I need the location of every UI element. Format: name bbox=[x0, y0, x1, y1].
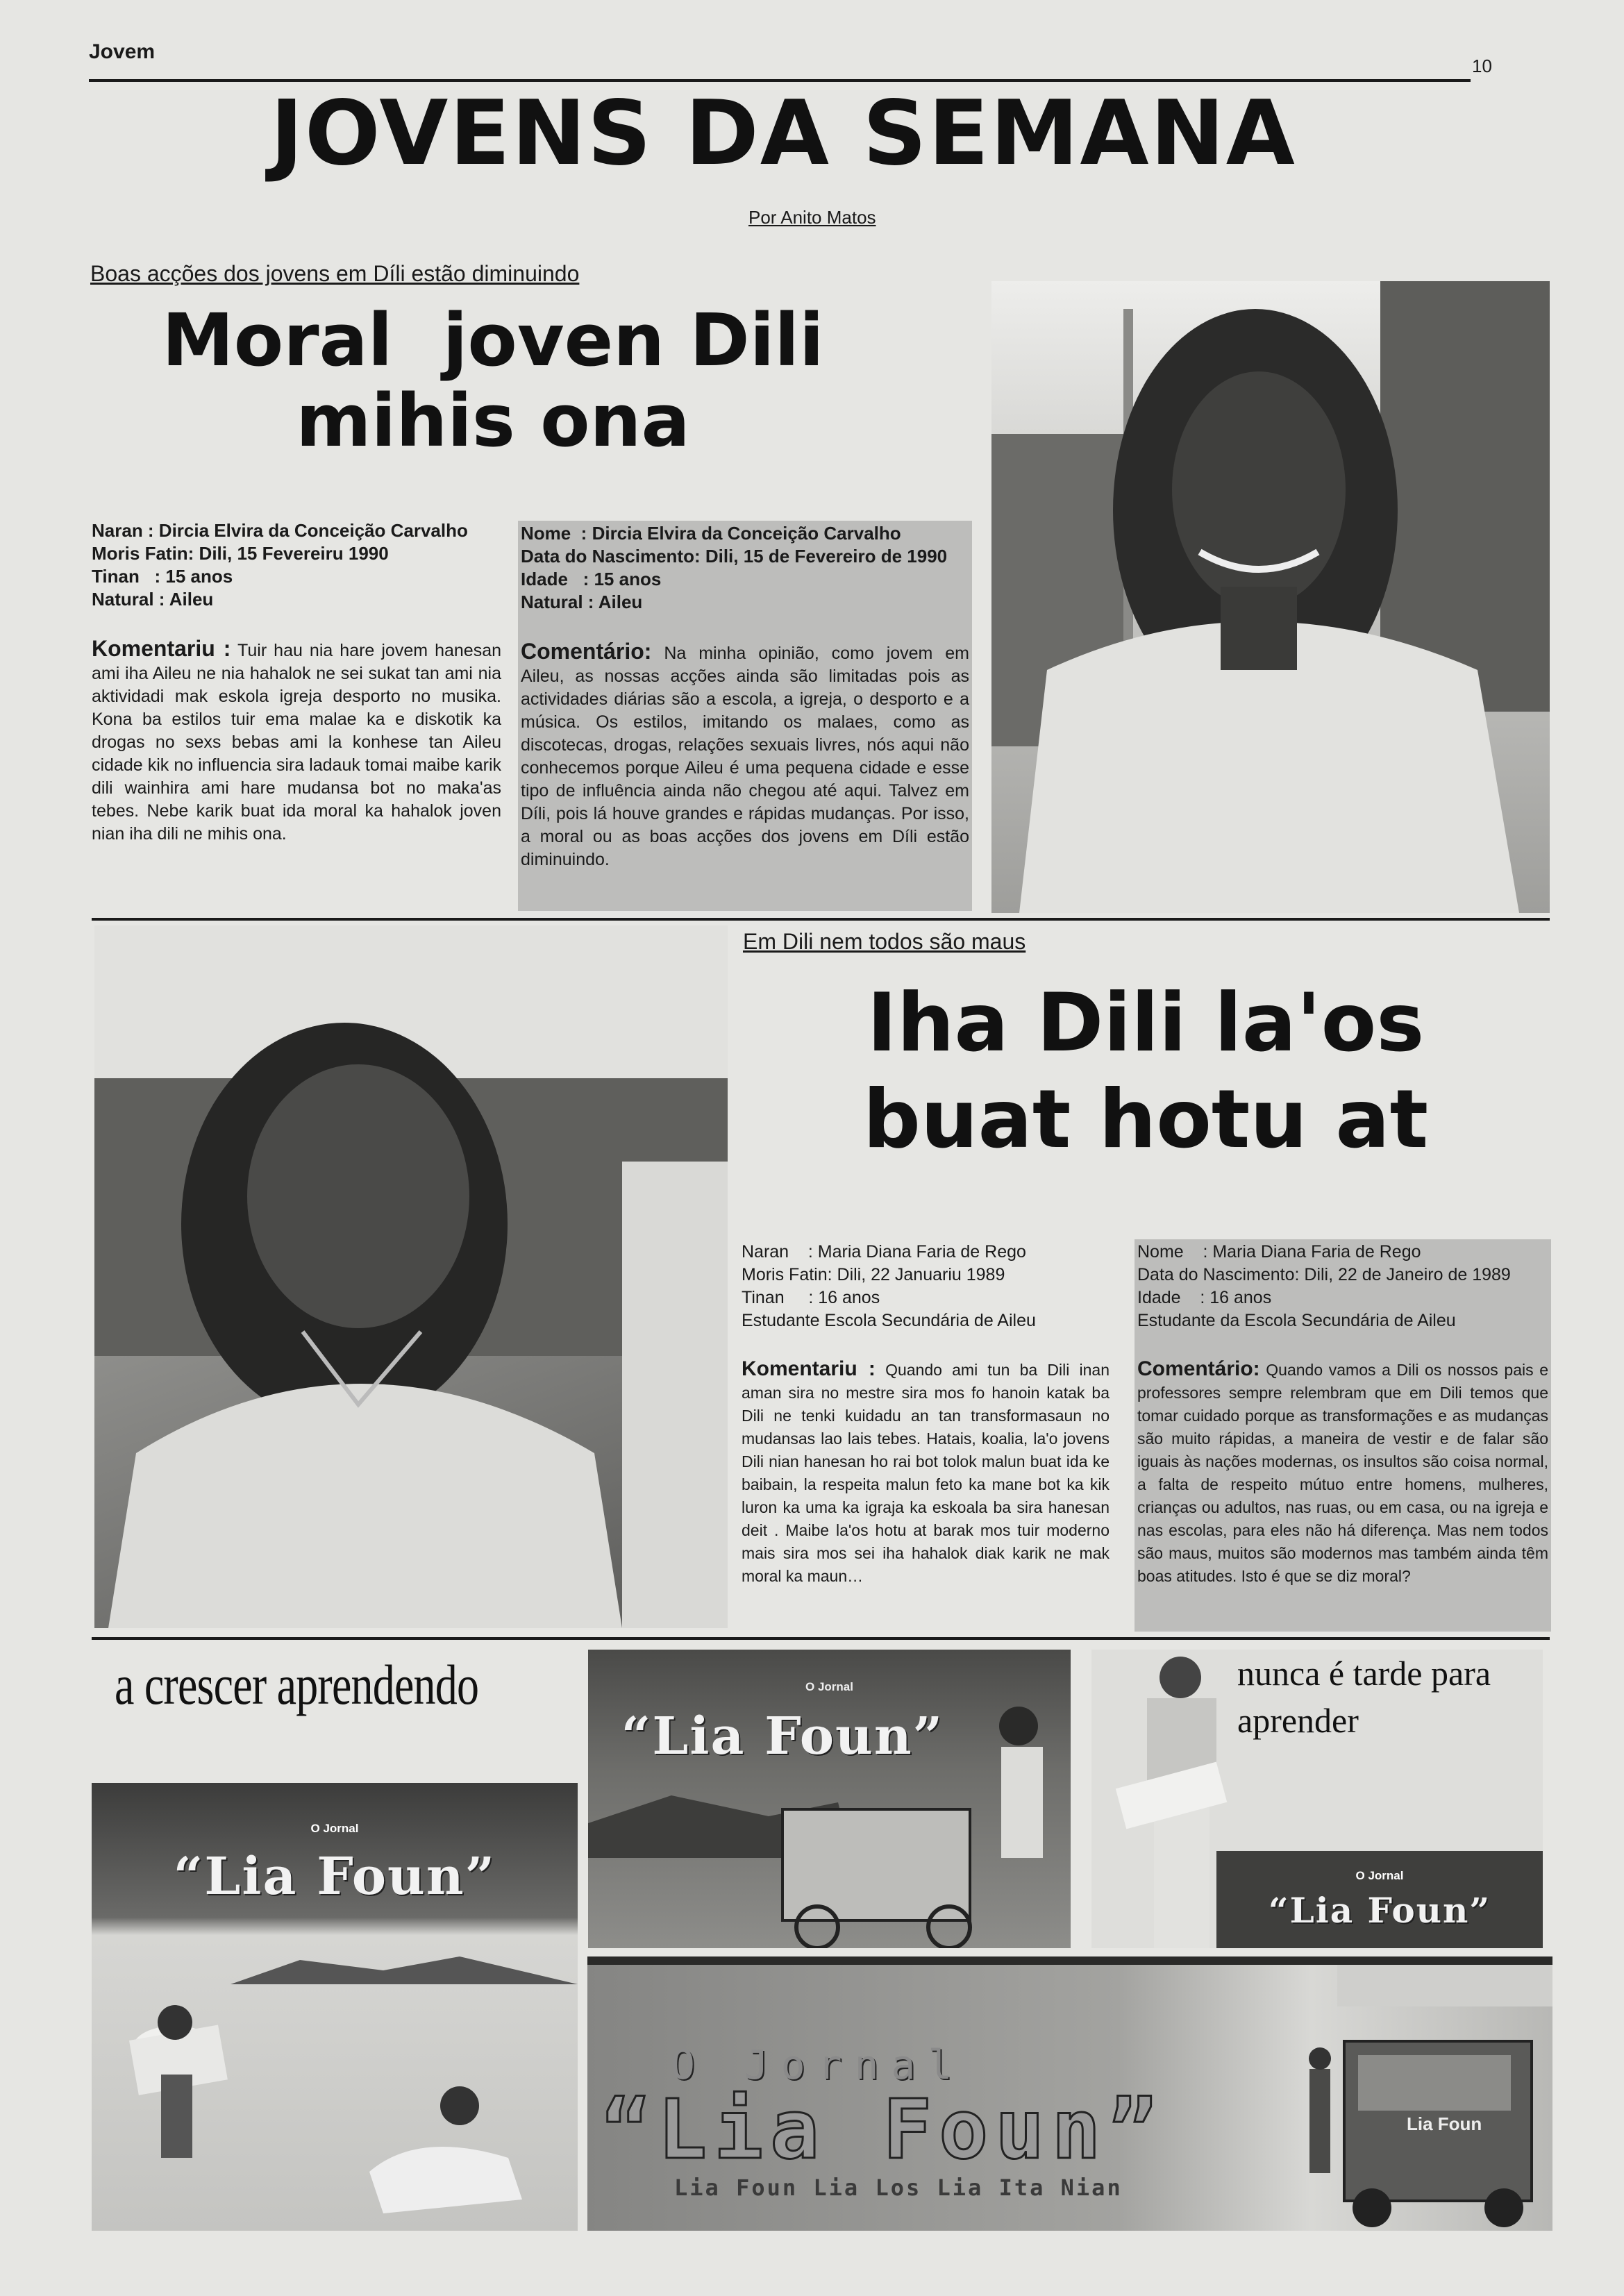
banner-tagline: Lia Foun Lia Los Lia Ita Nian bbox=[674, 2175, 1123, 2201]
article1-headline-line2: mihis ona bbox=[296, 378, 690, 464]
ad-lia-foun-reader bbox=[92, 1783, 578, 2231]
portrait-photo-maria bbox=[94, 925, 728, 1628]
article2-moris: Moris Fatin: Dili, 22 Januariu 1989 bbox=[742, 1265, 1005, 1284]
article1-kicker: Boas acções dos jovens em Díli estão diminuindo bbox=[90, 261, 580, 286]
article1-portuguese-comment-text: Na minha opinião, como jovem em Aileu, as nossas acções ainda são limitadas pois as actividades diárias são a escola, a igreja, o desporto e a música. Os estilos, imitando os malaes, como as discotecas, drogas, relações sexuais livres, nós aqui não conhecemos porque Aileu é uma pequena cidade e esse tipo de influência ainda não chegou até aqui. Talvez em Díli, pois lá houve grandes e rápidas mudanças. Por isso, a moral ou as boas acções dos jovens em Díli estão diminuindo. bbox=[521, 644, 969, 869]
section-label: Jovem bbox=[89, 40, 156, 63]
article2-portuguese-comment bbox=[1137, 1357, 1548, 1588]
article1-headline bbox=[97, 300, 889, 462]
article1-natural: Natural : Aileu bbox=[92, 589, 214, 610]
article1-portuguese-comment bbox=[521, 640, 969, 871]
article2-portuguese-box bbox=[1135, 1239, 1551, 1632]
article1-tetum-comment bbox=[92, 637, 501, 846]
article1-nascimento: Data do Nascimento: Dili, 15 de Fevereiro de 1990 bbox=[521, 546, 948, 567]
slogan-crescer bbox=[115, 1652, 573, 1757]
article2-tetum-column bbox=[742, 1241, 1110, 1588]
ad2-jornal-label: O Jornal bbox=[805, 1680, 853, 1693]
article2-tetum-info bbox=[742, 1241, 1110, 1332]
van-sign: Lia Foun bbox=[1407, 2113, 1482, 2134]
article1-portuguese-box bbox=[518, 521, 972, 911]
article2-tetum-comment-label: Komentariu : bbox=[742, 1357, 876, 1380]
article2-nascimento: Data do Nascimento: Dili, 22 de Janeiro de 1989 bbox=[1137, 1265, 1511, 1284]
ad-lia-foun-banner bbox=[587, 1965, 1552, 2231]
page-number: 10 bbox=[1472, 56, 1492, 76]
article2-tetum-comment-text: Quando ami tun ba Dili inan aman sira no mestre sira mos fo hanoin katak ba Dili ne tenki kuidadu an tan transformasaun no mudansas lao lais tebes. Hatais, koalia, la'o jovens Dili nian hanesan ho rai bot tolok malun buat ida ke baibain, la respeita malun feto ka mane bot ka kik luron ka uma ka igraja ka eskoala ba sira hanesan deit . Maibe la'os hotu at barak mos tuir moderno mais sira mos sei iha hahalok diak karik ne mak moral ka maun… bbox=[742, 1361, 1110, 1585]
masthead-title: JOVENS DA SEMANA bbox=[270, 82, 1296, 185]
article2-idade: Idade : 16 anos bbox=[1137, 1288, 1272, 1307]
article2-tetum-comment bbox=[742, 1357, 1110, 1588]
article1-moris: Moris Fatin: Dili, 15 Fevereiru 1990 bbox=[92, 543, 389, 564]
ad2-illustration bbox=[588, 1650, 1071, 1948]
article2-tinan: Tinan : 16 anos bbox=[742, 1288, 880, 1307]
article2-naran: Naran : Maria Diana Faria de Rego bbox=[742, 1242, 1026, 1262]
ad1-illustration bbox=[92, 1783, 578, 2231]
ad2-title: “Lia Foun” bbox=[621, 1707, 944, 1766]
article1-portuguese-info bbox=[521, 522, 969, 614]
portrait-illustration bbox=[991, 281, 1550, 913]
article2-headline-line1: Iha Dili la'os bbox=[867, 976, 1425, 1070]
portrait-photo-dircia bbox=[991, 281, 1550, 913]
article1-tetum-column bbox=[92, 519, 501, 846]
article1-tetum-comment-text: Tuir hau nia hare jovem hanesan ami iha Aileu ne nia hahalok ne sei sukat tan ami nia aktividadi mak eskola igreja desporto no musika. Kona ba estilos tuir ema malae ka e diskotik ka drogas no sexs bebas ami la konhese tan Aileu cidade kik no influencia sira ladauk tomai maibe karik dili wainhira ami hare mudansa bot no maka'as tebes. Nebe karik buat ida moral ka hahalok joven nian iha dili ne mihis ona. bbox=[92, 641, 502, 844]
article2-headline bbox=[771, 975, 1521, 1168]
article2-portuguese-comment-text: Quando vamos a Dili os nossos pais e professores sempre relembram que em Dili temos que tomar cuidado porque as transformações e as mudanças são muito rápidas, a maneira de vestir e de falar são iguais às nações modernas, os insultos são coisa normal, a falta de respeito mútuo entre homens, mulheres, crianças ou adultos, nas ruas, ou em casa, ou na igreja e nas escolas, para eles não há diferença. Mas nem todos são maus, muitos são modernos mas também ainda têm boas atitudes. Isto é que se diz moral? bbox=[1137, 1361, 1549, 1585]
article1-naran: Naran : Dircia Elvira da Conceição Carvalho bbox=[92, 520, 468, 541]
article2-school-pt: Estudante da Escola Secundária de Aileu bbox=[1137, 1311, 1456, 1330]
article2-school: Estudante Escola Secundária de Aileu bbox=[742, 1311, 1036, 1330]
article2-kicker: Em Dili nem todos são maus bbox=[743, 929, 1026, 954]
article1-natural-pt: Natural : Aileu bbox=[521, 592, 643, 612]
ad1-title: “Lia Foun” bbox=[173, 1847, 496, 1907]
article1-idade: Idade : 15 anos bbox=[521, 569, 662, 589]
banner-van-illustration bbox=[587, 1965, 1552, 2231]
ad3-title: “Lia Foun” bbox=[1268, 1890, 1491, 1931]
article1-portuguese-comment-label: Comentário: bbox=[521, 639, 652, 664]
article1-tetum-info bbox=[92, 519, 501, 611]
portrait-illustration-maria bbox=[94, 925, 728, 1628]
byline: Por Anito Matos bbox=[748, 207, 876, 228]
banner-top-bar bbox=[587, 1956, 1552, 1965]
slogan-crescer-text: a crescer aprendendo bbox=[115, 1653, 479, 1716]
article1-headline-line1: Moral joven Dili bbox=[162, 298, 824, 383]
article-divider bbox=[92, 918, 1550, 921]
ad-lia-foun-cart bbox=[588, 1650, 1071, 1948]
ad3-jornal-label: O Jornal bbox=[1355, 1869, 1404, 1882]
article1-tetum-comment-label: Komentariu : bbox=[92, 636, 231, 661]
ads-divider bbox=[92, 1637, 1550, 1640]
slogan-nunca-tarde: nunca é tarde para aprender bbox=[1237, 1654, 1491, 1740]
banner-title: “Lia Foun” bbox=[601, 2081, 1164, 2177]
article2-portuguese-info bbox=[1137, 1241, 1548, 1332]
article1-nome: Nome : Dircia Elvira da Conceição Carvalho bbox=[521, 523, 901, 544]
article2-nome: Nome : Maria Diana Faria de Rego bbox=[1137, 1242, 1421, 1262]
ad-lia-foun-elder bbox=[1091, 1650, 1543, 1948]
banner-jornal-label: O Jornal bbox=[671, 2041, 965, 2088]
ad1-jornal-label: O Jornal bbox=[310, 1822, 359, 1835]
article2-portuguese-comment-label: Comentário: bbox=[1137, 1357, 1260, 1380]
article1-tinan: Tinan : 15 anos bbox=[92, 566, 233, 587]
article2-headline-line2: buat hotu at bbox=[862, 1073, 1429, 1167]
